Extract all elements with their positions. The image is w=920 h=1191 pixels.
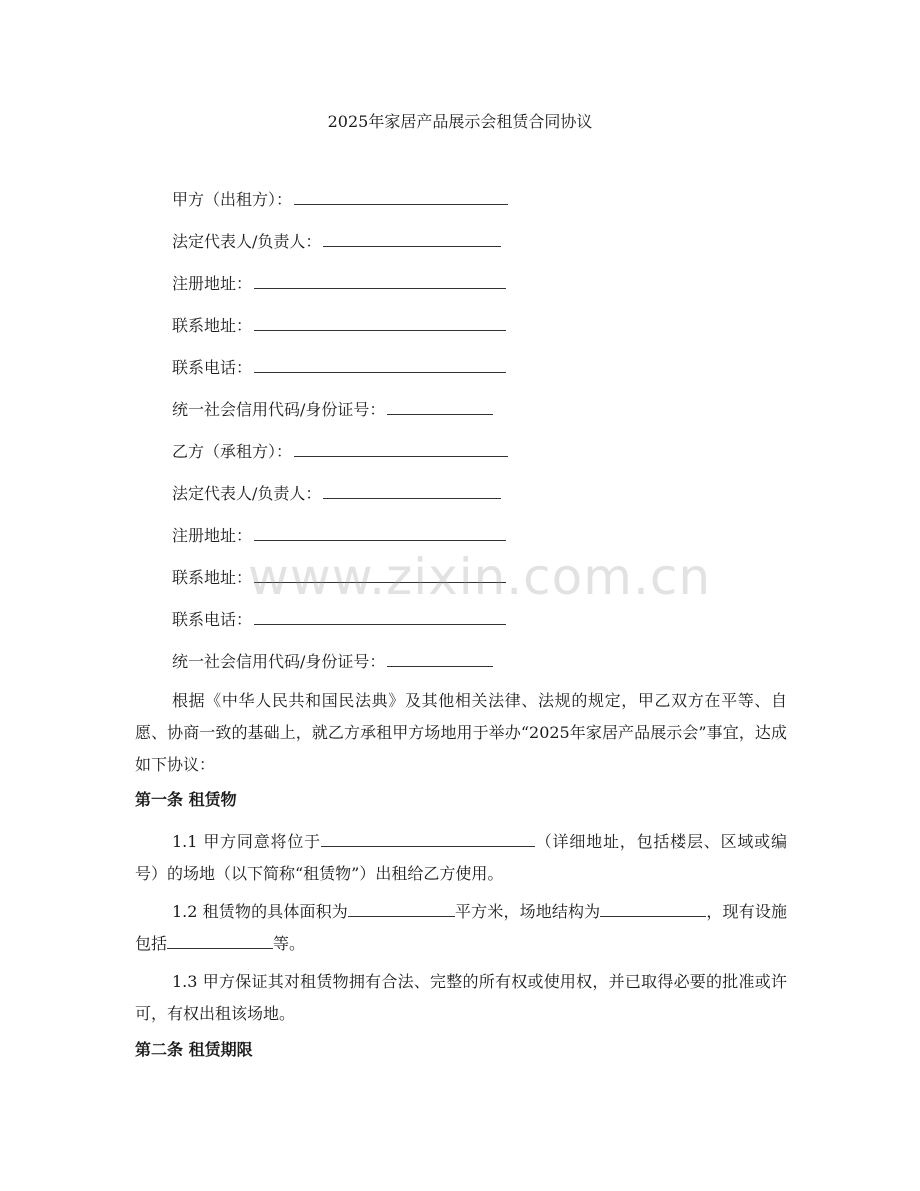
party-a-name-label: 甲方（出租方）：: [172, 190, 293, 209]
party-a-contact-addr-field: [172, 314, 506, 338]
party-b-rep-blank: [323, 482, 501, 499]
party-a-contact-addr-blank: [254, 314, 506, 331]
party-a-reg-addr-field: [172, 272, 506, 296]
party-b-name-field: [172, 440, 508, 464]
party-a-name-blank: [294, 188, 508, 205]
clause-1-2-prefix: 1.2 租赁物的具体面积为: [172, 902, 348, 921]
party-a-phone-blank: [254, 356, 506, 373]
article-1-heading: 第一条 租赁物: [135, 790, 237, 809]
party-b-name-label: 乙方（承租方）：: [172, 442, 293, 461]
clause-1-1-address-blank: [321, 832, 535, 847]
party-b-phone-blank: [254, 608, 506, 625]
clause-1-2-structure-blank: [600, 902, 706, 917]
watermark: www.zixin.com.cn: [248, 548, 712, 606]
party-a-name-field: [172, 188, 508, 212]
clause-1-1-suffix: （详细地址，包括楼层、区域或编号）的场地（以下简称“租赁物”）出租给乙方使用。: [135, 832, 787, 883]
party-b-contact-addr-label: 联系地址：: [172, 568, 253, 587]
document-title: 2025年家居产品展示会租赁合同协议: [327, 112, 593, 131]
party-a-reg-addr-label: 注册地址：: [172, 274, 253, 293]
clause-1-2-mid2: ，现有设施包括: [135, 902, 787, 953]
clause-1-2-area-blank: [348, 902, 455, 917]
party-b-credit-label: 统一社会信用代码/身份证号：: [172, 652, 386, 671]
article-2-heading: 第二条 租赁期限: [135, 1040, 253, 1059]
article-1-clause-1: [135, 826, 787, 890]
clause-1-2-facilities-blank: [167, 934, 273, 949]
party-b-contact-addr-field: [172, 566, 506, 590]
party-b-phone-label: 联系电话：: [172, 610, 253, 629]
party-b-credit-field: [172, 650, 493, 674]
preamble-paragraph: 根据《中华人民共和国民法典》及其他相关法律、法规的规定，甲乙双方在平等、自愿、协商一致的基础上，就乙方承租甲方场地用于举办“2025年家居产品展示会”事宜，达成如下协议：: [135, 691, 787, 774]
party-a-credit-blank: [387, 398, 493, 415]
party-a-credit-field: [172, 398, 493, 422]
party-b-name-blank: [294, 440, 508, 457]
clause-1-2-suffix: 等。: [273, 934, 306, 953]
party-b-reg-addr-blank: [254, 524, 506, 541]
party-b-credit-blank: [387, 650, 493, 667]
party-b-reg-addr-field: [172, 524, 506, 548]
clause-1-2-mid1: 平方米，场地结构为: [454, 902, 601, 921]
party-a-reg-addr-blank: [254, 272, 506, 289]
party-a-contact-addr-label: 联系地址：: [172, 316, 253, 335]
party-b-contact-addr-blank: [254, 566, 506, 583]
party-b-reg-addr-label: 注册地址：: [172, 526, 253, 545]
party-b-phone-field: [172, 608, 506, 632]
party-a-phone-field: [172, 356, 506, 380]
party-a-phone-label: 联系电话：: [172, 358, 253, 377]
party-a-credit-label: 统一社会信用代码/身份证号：: [172, 400, 386, 419]
party-a-rep-blank: [323, 230, 501, 247]
article-1-clause-3: 1.3 甲方保证其对租赁物拥有合法、完整的所有权或使用权，并已取得必要的批准或许可，有权出租该场地。: [135, 972, 787, 1023]
party-a-rep-field: [172, 230, 501, 254]
clause-1-1-prefix: 1.1 甲方同意将位于: [172, 832, 321, 851]
party-b-rep-field: [172, 482, 501, 506]
party-a-rep-label: 法定代表人/负责人：: [172, 232, 322, 251]
party-b-rep-label: 法定代表人/负责人：: [172, 484, 322, 503]
article-1-clause-2: [135, 896, 787, 960]
